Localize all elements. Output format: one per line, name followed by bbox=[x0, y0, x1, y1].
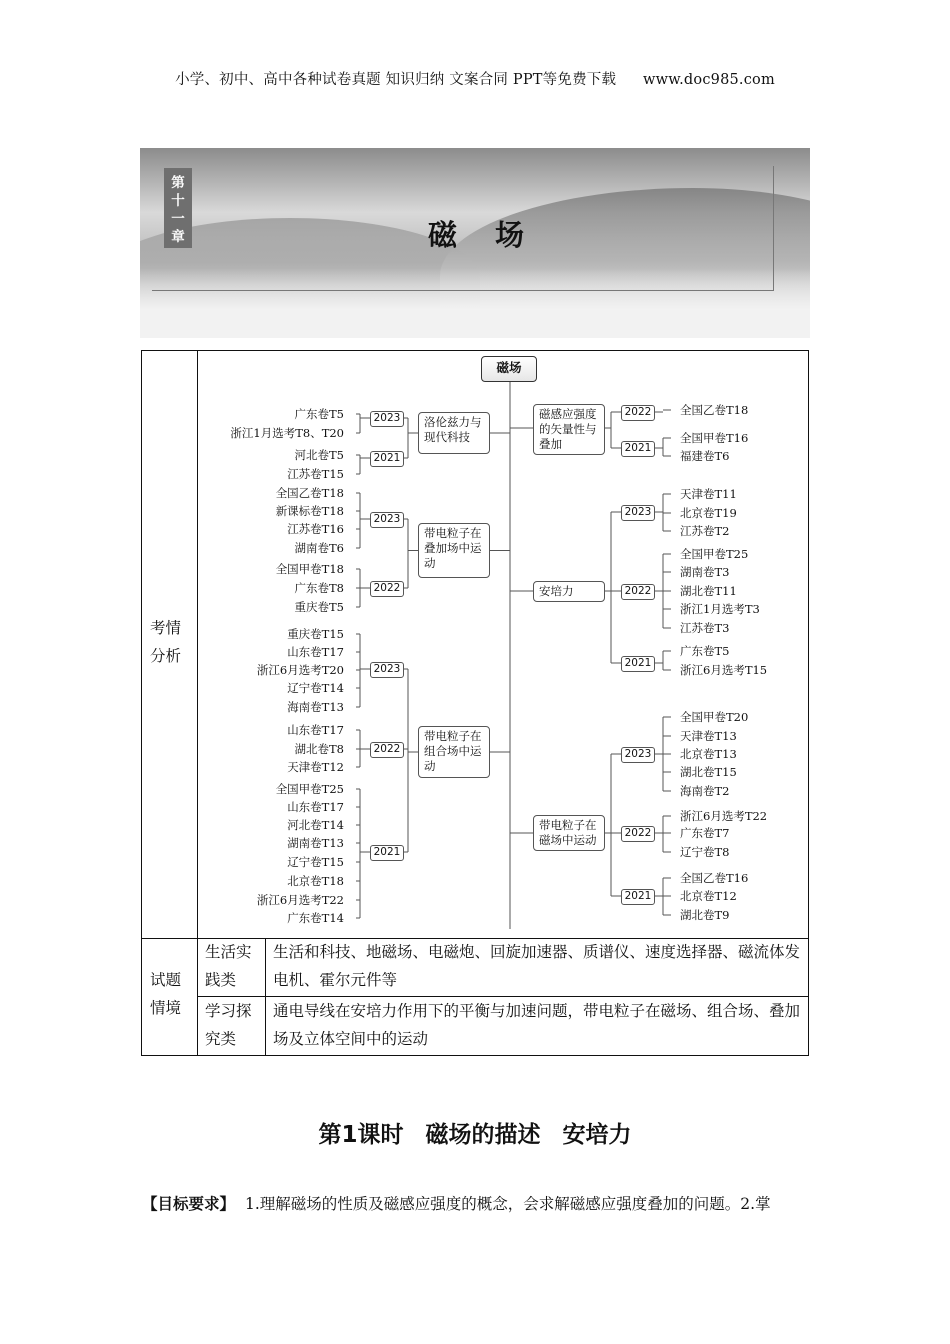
situation-content: 通电导线在安培力作用下的平衡与加速问题，带电粒子在磁场、组合场、叠加场及立体空间中的运动 bbox=[273, 1002, 801, 1048]
exam-item-label: 山东卷T17 bbox=[287, 723, 344, 737]
lesson-title: 第1课时 磁场的描述 安培力 bbox=[318, 1122, 632, 1148]
header-site-link[interactable]: www.doc985.com bbox=[642, 72, 775, 88]
exam-item-label: 广东卷T7 bbox=[680, 826, 730, 840]
year-tag: 2022 bbox=[370, 581, 404, 597]
goal-text: 1.理解磁场的性质及磁感应强度的概念，会求解磁感应强度叠加的问题。2.掌 bbox=[245, 1195, 771, 1213]
exam-item-label: 湖北卷T8 bbox=[294, 742, 344, 756]
exam-item-label: 湖南卷T13 bbox=[287, 836, 344, 850]
page-header bbox=[0, 68, 950, 89]
exam-item-label: 全国甲卷T25 bbox=[680, 547, 749, 561]
exam-item-label: 浙江1月选考T3 bbox=[680, 602, 760, 616]
exam-item-label: 湖北卷T15 bbox=[680, 765, 737, 779]
exam-item-label: 江苏卷T16 bbox=[287, 522, 344, 536]
year-tag: 2023 bbox=[370, 512, 404, 528]
exam-item-label: 广东卷T8 bbox=[294, 581, 344, 595]
exam-item-label: 全国乙卷T18 bbox=[680, 403, 749, 417]
exam-item-label: 广东卷T5 bbox=[680, 644, 730, 658]
exam-item-label: 北京卷T18 bbox=[287, 874, 344, 888]
mind-map-topic-box: 带电粒子在组合场中运动 bbox=[418, 726, 490, 778]
situation-category: 学习探究类 bbox=[205, 1002, 252, 1048]
exam-item-label: 广东卷T5 bbox=[294, 407, 344, 421]
exam-item-label: 河北卷T14 bbox=[287, 818, 344, 832]
exam-item-label: 浙江1月选考T8、T20 bbox=[230, 426, 344, 440]
exam-item-label: 天津卷T12 bbox=[287, 760, 344, 774]
year-tag: 2022 bbox=[370, 742, 404, 758]
exam-item-label: 江苏卷T3 bbox=[680, 621, 730, 635]
year-tag: 2022 bbox=[621, 826, 655, 842]
exam-item-label: 湖北卷T11 bbox=[680, 584, 737, 598]
exam-item-label: 全国乙卷T18 bbox=[275, 486, 344, 500]
exam-item-label: 辽宁卷T8 bbox=[680, 845, 730, 859]
exam-item-label: 山东卷T17 bbox=[287, 800, 344, 814]
exam-item-label: 北京卷T19 bbox=[680, 506, 737, 520]
exam-item-label: 海南卷T2 bbox=[680, 784, 730, 798]
exam-item-label: 浙江6月选考T22 bbox=[680, 809, 768, 823]
exam-item-label: 辽宁卷T15 bbox=[287, 855, 344, 869]
knowledge-mind-map bbox=[197, 351, 808, 938]
exam-item-label: 福建卷T6 bbox=[680, 449, 730, 463]
goal-label: 【目标要求】 bbox=[142, 1195, 236, 1213]
exam-item-label: 湖南卷T3 bbox=[680, 565, 730, 579]
mind-map-topic-box: 安培力 bbox=[533, 581, 605, 602]
year-tag: 2023 bbox=[370, 662, 404, 678]
exam-item-label: 天津卷T13 bbox=[680, 729, 737, 743]
row-label-situation: 试题情境 bbox=[150, 971, 182, 1017]
exam-item-label: 北京卷T13 bbox=[680, 747, 737, 761]
exam-item-label: 河北卷T5 bbox=[294, 448, 344, 462]
mind-map-topic-box: 带电粒子在磁场中运动 bbox=[533, 815, 605, 851]
mind-map-root: 磁场 bbox=[481, 356, 537, 382]
exam-item-label: 北京卷T12 bbox=[680, 889, 737, 903]
header-tagline: 小学、初中、高中各种试卷真题 知识归纳 文案合同 PPT等免费下载 bbox=[175, 72, 617, 88]
chapter-number-tag: 第 十 一 章 bbox=[164, 168, 192, 248]
year-tag: 2021 bbox=[621, 656, 655, 672]
situation-content: 生活和科技、地磁场、电磁炮、回旋加速器、质谱仪、速度选择器、磁流体发电机、霍尔元件等 bbox=[273, 943, 801, 989]
row-label-analysis: 考情分析 bbox=[150, 619, 182, 665]
exam-item-label: 广东卷T14 bbox=[287, 911, 344, 925]
exam-item-label: 重庆卷T15 bbox=[287, 627, 344, 641]
year-tag: 2021 bbox=[370, 845, 404, 861]
situation-category: 生活实践类 bbox=[205, 943, 252, 989]
exam-item-label: 江苏卷T15 bbox=[287, 467, 344, 481]
chapter-title: 磁 场 bbox=[427, 218, 539, 252]
exam-item-label: 全国甲卷T25 bbox=[275, 782, 344, 796]
exam-item-label: 重庆卷T5 bbox=[294, 600, 344, 614]
year-tag: 2021 bbox=[621, 441, 655, 457]
exam-item-label: 浙江6月选考T22 bbox=[256, 893, 344, 907]
year-tag: 2021 bbox=[370, 451, 404, 467]
year-tag: 2023 bbox=[621, 747, 655, 763]
year-tag: 2023 bbox=[370, 411, 404, 427]
year-tag: 2022 bbox=[621, 405, 655, 421]
exam-item-label: 全国甲卷T20 bbox=[680, 710, 749, 724]
learning-goal bbox=[142, 1192, 822, 1214]
year-tag: 2022 bbox=[621, 584, 655, 600]
exam-item-label: 新课标卷T18 bbox=[275, 504, 344, 518]
exam-item-label: 山东卷T17 bbox=[287, 645, 344, 659]
exam-item-label: 天津卷T11 bbox=[680, 487, 737, 501]
year-tag: 2021 bbox=[621, 889, 655, 905]
exam-item-label: 全国甲卷T16 bbox=[680, 431, 749, 445]
exam-item-label: 海南卷T13 bbox=[287, 700, 344, 714]
exam-item-label: 辽宁卷T14 bbox=[287, 681, 344, 695]
exam-item-label: 全国乙卷T16 bbox=[680, 871, 749, 885]
mind-map-topic-box: 带电粒子在叠加场中运动 bbox=[418, 523, 490, 578]
exam-item-label: 全国甲卷T18 bbox=[275, 562, 344, 576]
exam-item-label: 浙江6月选考T20 bbox=[256, 663, 344, 677]
mind-map-topic-box: 磁感应强度的矢量性与叠加 bbox=[533, 404, 605, 455]
year-tag: 2023 bbox=[621, 505, 655, 521]
exam-item-label: 浙江6月选考T15 bbox=[680, 663, 768, 677]
mind-map-topic-box: 洛伦兹力与现代科技 bbox=[418, 412, 490, 454]
exam-item-label: 江苏卷T2 bbox=[680, 524, 730, 538]
exam-item-label: 湖北卷T9 bbox=[680, 908, 730, 922]
exam-item-label: 湖南卷T6 bbox=[294, 541, 344, 555]
